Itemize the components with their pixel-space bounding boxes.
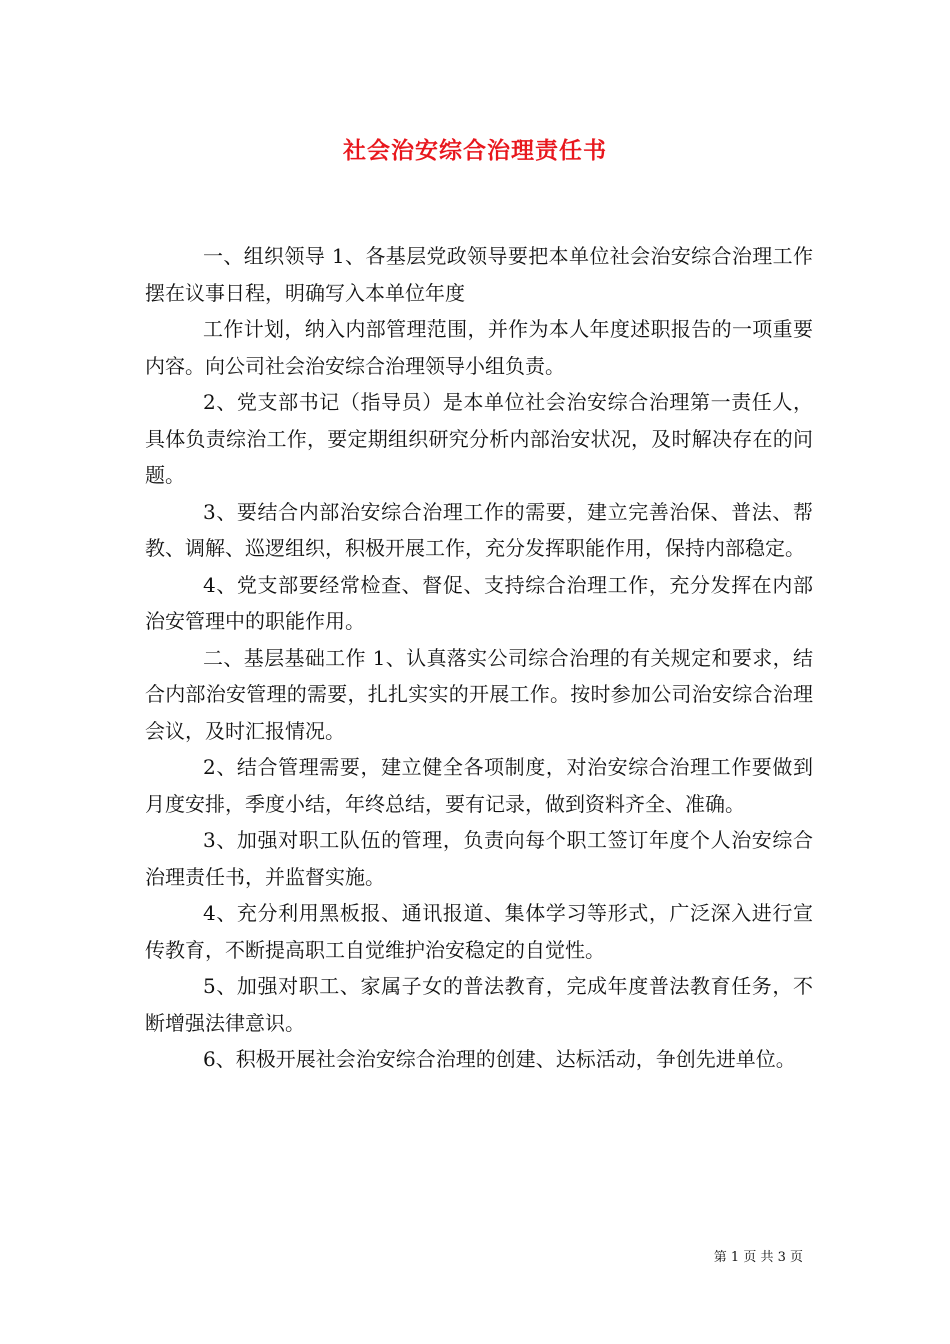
paragraph: 二、基层基础工作 1、认真落实公司综合治理的有关规定和要求，结合内部治安管理的需要，扎扎实实的开展工作。按时参加公司治安综合治理会议，及时汇报情况。 xyxy=(145,645,813,743)
page-number: 第 1 页 共 3 页 xyxy=(713,1250,803,1265)
paragraph: 6、积极开展社会治安综合治理的创建、达标活动，争创先进单位。 xyxy=(203,1047,796,1071)
paragraph: 2、结合管理需要，建立健全各项制度，对治安综合治理工作要做到月度安排，季度小结，年终总结，要有记录，做到资料齐全、准确。 xyxy=(145,755,813,816)
paragraph: 2、党支部书记（指导员）是本单位社会治安综合治理第一责任人，具体负责综治工作，要定期组织研究分析内部治安状况，及时解决存在的问题。 xyxy=(145,390,813,487)
paragraph: 4、党支部要经常检查、督促、支持综合治理工作，充分发挥在内部治安管理中的职能作用。 xyxy=(145,572,813,633)
page-title: 社会治安综合治理责任书 xyxy=(343,137,607,164)
paragraph: 3、要结合内部治安综合治理工作的需要，建立完善治保、普法、帮教、调解、巡逻组织，积极开展工作，充分发挥职能作用，保持内部稳定。 xyxy=(145,499,813,560)
paragraph: 3、加强对职工队伍的管理，负责向每个职工签订年度个人治安综合治理责任书，并监督实施。 xyxy=(145,828,813,889)
document-body xyxy=(145,238,813,1078)
paragraph: 4、充分利用黑板报、通讯报道、集体学习等形式，广泛深入进行宣传教育，不断提高职工自觉维护治安稳定的自觉性。 xyxy=(145,901,813,962)
paragraph: 一、组织领导 1、各基层党政领导要把本单位社会治安综合治理工作摆在议事日程，明确写入本单位年度 xyxy=(145,244,813,305)
paragraph: 工作计划，纳入内部管理范围，并作为本人年度述职报告的一项重要内容。向公司社会治安综合治理领导小组负责。 xyxy=(145,317,813,378)
paragraph: 5、加强对职工、家属子女的普法教育，完成年度普法教育任务，不断增强法律意识。 xyxy=(145,974,813,1035)
